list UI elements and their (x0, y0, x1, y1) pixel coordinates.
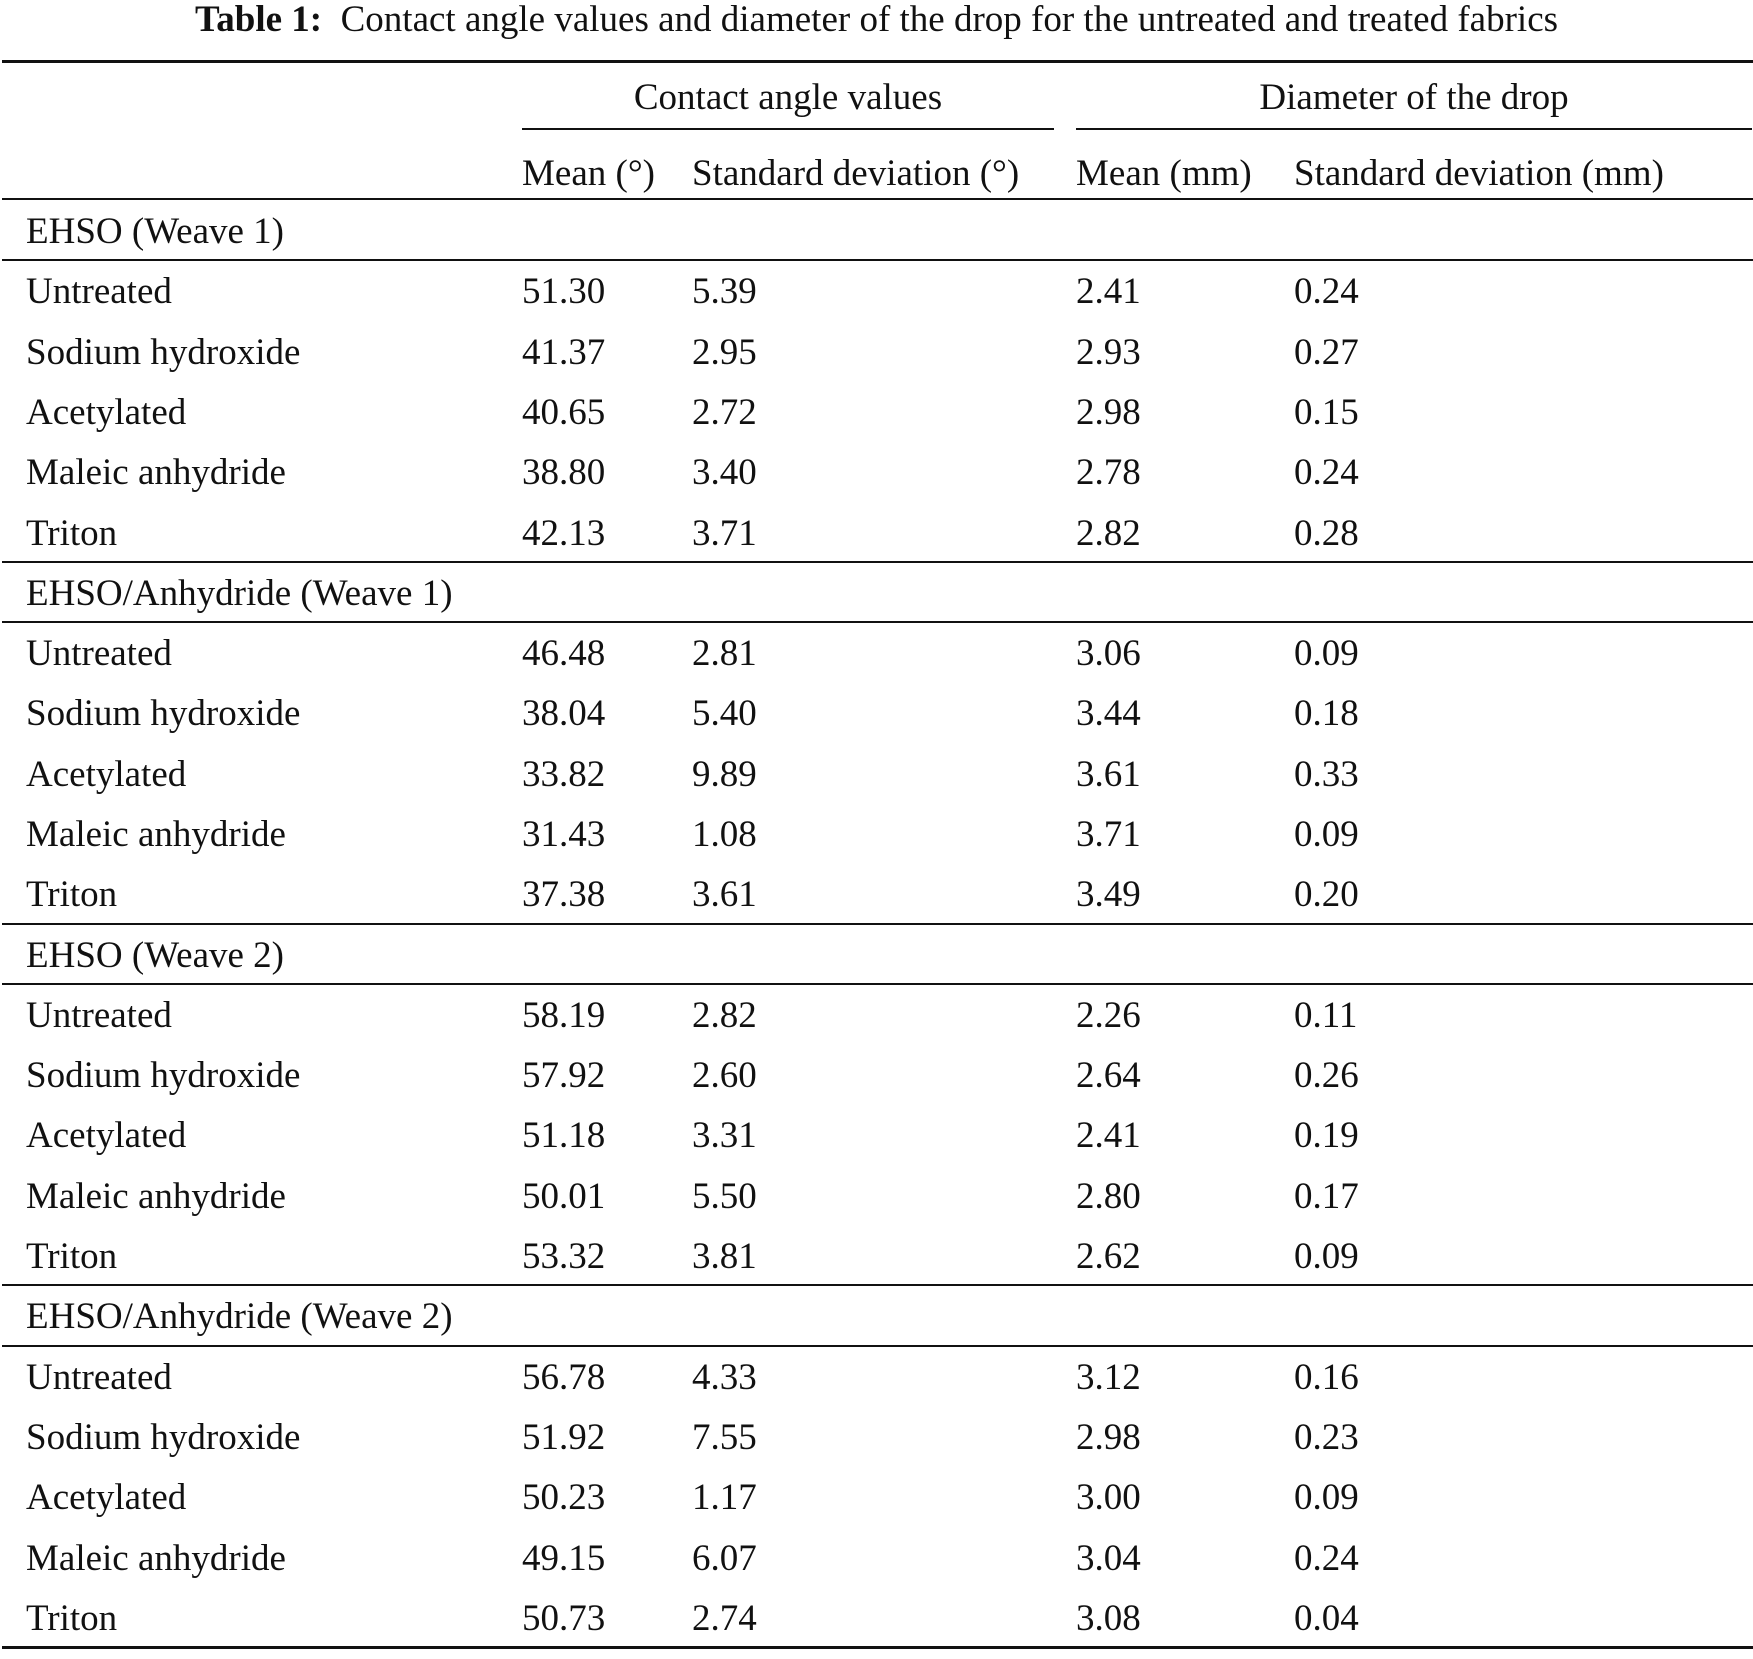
table-cell: 2.60 (692, 1055, 757, 1096)
table-cell: 6.07 (692, 1538, 757, 1579)
section-title-rule (2, 259, 1753, 261)
table-caption (0, 0, 1753, 50)
table-cell: 5.40 (692, 693, 757, 734)
table-cell: 3.00 (1076, 1477, 1141, 1518)
table-cell: 3.61 (1076, 754, 1141, 795)
table-cell: 2.81 (692, 633, 757, 674)
table-cell: 0.17 (1294, 1176, 1359, 1217)
table-cell: 0.24 (1294, 1538, 1359, 1579)
table-cell: 2.82 (692, 995, 757, 1036)
table-cell: 9.89 (692, 754, 757, 795)
row-label: Maleic anhydride (26, 1176, 286, 1217)
table-cell: 50.01 (522, 1176, 606, 1217)
table-cell: 3.40 (692, 452, 757, 493)
table-cell: 50.73 (522, 1598, 606, 1639)
row-label: Sodium hydroxide (26, 1417, 301, 1458)
table-cell: 0.09 (1294, 1236, 1359, 1277)
table-cell: 51.92 (522, 1417, 606, 1458)
table-cell: 3.49 (1076, 874, 1141, 915)
table-cell: 2.41 (1076, 1115, 1141, 1156)
section-title: EHSO (Weave 2) (26, 934, 284, 976)
table-cell: 0.18 (1294, 693, 1359, 734)
table-cell: 0.16 (1294, 1357, 1359, 1398)
row-label: Maleic anhydride (26, 1538, 286, 1579)
row-label: Triton (26, 513, 118, 554)
table-cell: 2.41 (1076, 271, 1141, 312)
table-cell: 0.19 (1294, 1115, 1359, 1156)
row-label: Triton (26, 1598, 118, 1639)
table-cell: 31.43 (522, 814, 606, 855)
table-cell: 3.31 (692, 1115, 757, 1156)
table-cell: 0.23 (1294, 1417, 1359, 1458)
table-cell: 4.33 (692, 1357, 757, 1398)
row-label: Triton (26, 874, 118, 915)
table-cell: 0.28 (1294, 513, 1359, 554)
table-cell: 5.39 (692, 271, 757, 312)
table-cell: 0.20 (1294, 874, 1359, 915)
table-cell: 42.13 (522, 513, 606, 554)
table-cell: 3.71 (1076, 814, 1141, 855)
column-header-4: Standard deviation (mm) (1294, 153, 1664, 194)
row-label: Sodium hydroxide (26, 332, 301, 373)
column-header-3: Mean (mm) (1076, 153, 1252, 194)
table-cell: 2.98 (1076, 1417, 1141, 1458)
table-cell: 0.26 (1294, 1055, 1359, 1096)
column-header-2: Standard deviation (°) (692, 153, 1020, 194)
table-cell: 0.09 (1294, 1477, 1359, 1518)
table-cell: 2.72 (692, 392, 757, 433)
section-title-rule (2, 1345, 1753, 1347)
section-divider-rule (2, 561, 1753, 563)
group-rule-drop-diameter (1076, 128, 1752, 130)
group-header-drop-diameter: Diameter of the drop (1259, 77, 1569, 118)
table-cell: 3.81 (692, 1236, 757, 1277)
table-cell: 2.62 (1076, 1236, 1141, 1277)
group-header-contact-angle: Contact angle values (633, 77, 943, 118)
table-cell: 2.78 (1076, 452, 1141, 493)
table-cell: 2.74 (692, 1598, 757, 1639)
table-cell: 33.82 (522, 754, 606, 795)
table-cell: 50.23 (522, 1477, 606, 1518)
row-label: Maleic anhydride (26, 452, 286, 493)
table-cell: 41.37 (522, 332, 606, 373)
section-title: EHSO/Anhydride (Weave 1) (26, 572, 453, 614)
table-cell: 1.17 (692, 1477, 757, 1518)
section-title: EHSO (Weave 1) (26, 211, 284, 252)
table-cell: 2.82 (1076, 513, 1141, 554)
table-cell: 46.48 (522, 633, 606, 674)
section-divider-rule (2, 1284, 1753, 1286)
table-caption-text: Contact angle values and diameter of the drop for the untreated and treated fabrics (340, 0, 1559, 40)
table-cell: 0.04 (1294, 1598, 1359, 1639)
row-label: Untreated (26, 633, 172, 674)
table-cell: 2.95 (692, 332, 757, 373)
table-cell: 57.92 (522, 1055, 606, 1096)
top-rule (2, 60, 1753, 63)
table-cell: 37.38 (522, 874, 606, 915)
table-cell: 58.19 (522, 995, 606, 1036)
table-cell: 0.33 (1294, 754, 1359, 795)
row-label: Sodium hydroxide (26, 693, 301, 734)
table-cell: 3.06 (1076, 633, 1141, 674)
row-label: Untreated (26, 1357, 172, 1398)
row-label: Acetylated (26, 1115, 187, 1156)
table-cell: 51.18 (522, 1115, 606, 1156)
bottom-rule (2, 1646, 1753, 1649)
table-cell: 53.32 (522, 1236, 606, 1277)
table-caption-label: Table 1: (194, 0, 323, 40)
table-cell: 0.11 (1294, 995, 1358, 1036)
table-cell: 51.30 (522, 271, 606, 312)
table-cell: 0.24 (1294, 452, 1359, 493)
table-cell: 3.61 (692, 874, 757, 915)
section-title-rule (2, 983, 1753, 985)
table-cell: 2.26 (1076, 995, 1141, 1036)
table-cell: 38.80 (522, 452, 606, 493)
table-cell: 3.04 (1076, 1538, 1141, 1579)
table-cell: 3.71 (692, 513, 757, 554)
column-header-1: Mean (°) (522, 153, 655, 194)
group-rule-contact-angle (522, 128, 1054, 130)
row-label: Triton (26, 1236, 118, 1277)
table-cell: 3.12 (1076, 1357, 1141, 1398)
table-cell: 2.80 (1076, 1176, 1141, 1217)
table-cell: 56.78 (522, 1357, 606, 1398)
row-label: Acetylated (26, 754, 187, 795)
section-title: EHSO/Anhydride (Weave 2) (26, 1296, 453, 1338)
row-label: Maleic anhydride (26, 814, 286, 855)
row-label: Sodium hydroxide (26, 1055, 301, 1096)
section-divider-rule (2, 923, 1753, 925)
table-cell: 2.93 (1076, 332, 1141, 373)
table-cell: 2.64 (1076, 1055, 1141, 1096)
section-title-rule (2, 621, 1753, 623)
table-cell: 0.27 (1294, 332, 1359, 373)
table-cell: 5.50 (692, 1176, 757, 1217)
row-label: Untreated (26, 271, 172, 312)
row-label: Untreated (26, 995, 172, 1036)
table-cell: 3.08 (1076, 1598, 1141, 1639)
table-cell: 49.15 (522, 1538, 606, 1579)
table-cell: 1.08 (692, 814, 757, 855)
table-cell: 0.09 (1294, 814, 1359, 855)
row-label: Acetylated (26, 392, 187, 433)
table-cell: 40.65 (522, 392, 606, 433)
table-cell: 38.04 (522, 693, 606, 734)
table-cell: 7.55 (692, 1417, 757, 1458)
header-bottom-rule (2, 198, 1753, 200)
table-cell: 2.98 (1076, 392, 1141, 433)
row-label: Acetylated (26, 1477, 187, 1518)
table-cell: 0.09 (1294, 633, 1359, 674)
table-cell: 0.24 (1294, 271, 1359, 312)
table-cell: 0.15 (1294, 392, 1359, 433)
table-cell: 3.44 (1076, 693, 1141, 734)
